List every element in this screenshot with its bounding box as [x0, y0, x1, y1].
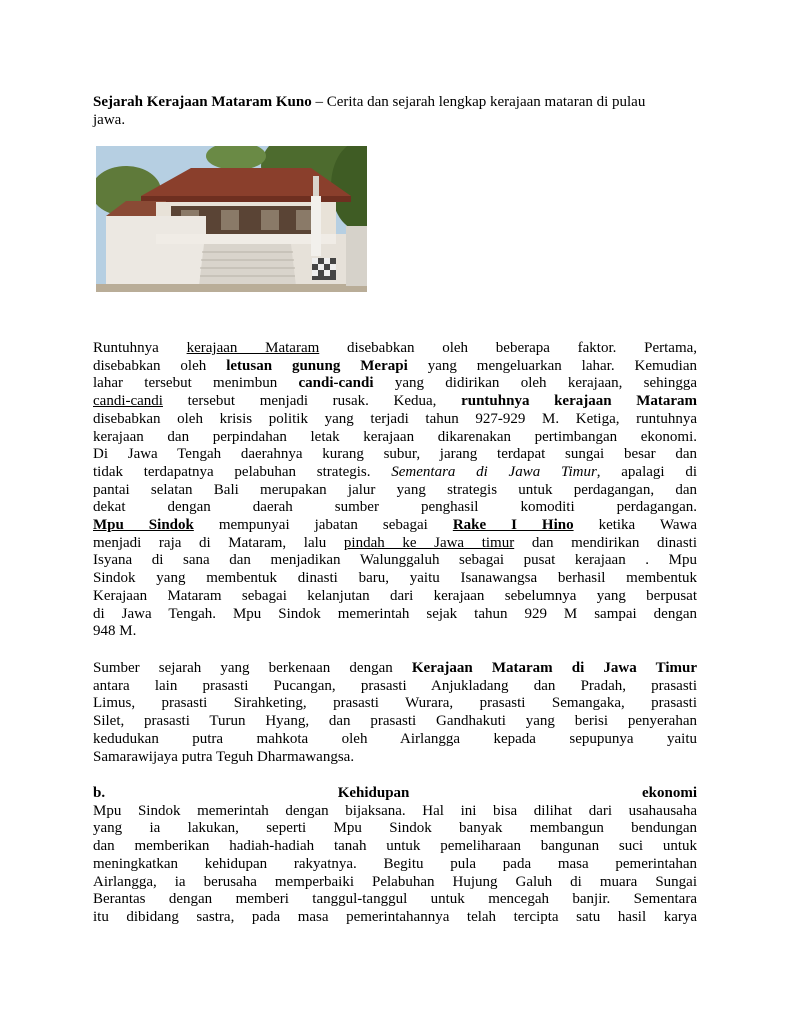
link-rake-i-hino[interactable]: Rake I Hino: [452, 517, 574, 534]
paragraph-sumber-sejarah: Sumber sejarah yang berkenaan dengan Kerajaan Mataram di Jawa Timur antara lain prasasti Pucangan, prasasti Anjukladang dan Pradah, prasasti Limus, prasasti Sirahketing, prasasti Wurara, prasasti Semangaka, prasasti Silet, prasasti Turun Hyang, dan prasasti Gandhakuti yang berisi penyerahan kedudukan putra mahkota oleh Airlangga kepada sepupunya yaitu Samarawijaya putra Teguh Dharmawangsa.: [93, 660, 697, 765]
title-rest: – Cerita dan sejarah lengkap kerajaan mataran di pulau: [311, 94, 646, 110]
link-kerajaan-mataram[interactable]: kerajaan Mataram: [186, 340, 320, 356]
paragraph-runtuhnya: Runtuhnya kerajaan Mataram disebabkan oleh beberapa faktor. Pertama, disebabkan oleh letusan gunung Merapi yang mengeluarkan lahar. Kemudian lahar tersebut menimbun candi-candi yang didirikan oleh kerajaan, sehingga candi-candi tersebut menjadi rusak. Kedua, runtuhnya kerajaan Mataram disebabkan oleh krisis politik yang terjadi tahun 927-929 M. Ketiga, runtuhnya kerajaan dan perpindahan letak kerajaan dikarenakan pertimbangan ekonomi. Di Jawa Tengah daerahnya kurang subur, jarang terdapat sungai besar dan tidak terdapatnya pelabuhan strategis. Sementara di Jawa Timur, apalagi di pantai selatan Bali merupakan jalur yang strategis untuk perdagangan, dan dekat dengan daerah sumber penghasil komoditi perdagangan. Mpu Sindok mempunyai jabatan sebagai Rake I Hino ketika Wawa menjadi raja di Mataram, lalu pindah ke Jawa timur dan mendirikan dinasti Isyana di sana dan menjadikan Walunggaluh sebagai pusat kerajaan . Mpu Sindok yang membentuk dinasti baru, yaitu Isanawangsa berhasil membentuk Kerajaan Mataram sebagai kelanjutan dari kerajaan sebelumnya yang berpusat di Jawa Tengah. Mpu Sindok memerintah sejak tahun 929 M sampai dengan 948 M.: [93, 340, 698, 640]
link-candi-candi[interactable]: candi-candi: [93, 393, 163, 410]
temple-photo: [96, 146, 367, 292]
link-mpu-sindok[interactable]: Mpu Sindok: [93, 517, 194, 534]
title-rest-line2: jawa.: [93, 111, 126, 128]
title-bold: Sejarah Kerajaan Mataram Kuno: [93, 94, 312, 110]
link-pindah-jawa-timur[interactable]: pindah ke Jawa timur: [343, 534, 515, 551]
section-heading: b. Kehidupan ekonomi: [93, 785, 698, 801]
document-title: [93, 94, 697, 129]
paragraph-kehidupan-ekonomi: b. Kehidupan ekonomi Mpu Sindok memerintah dengan bijaksana. Hal ini bisa dilihat dari usahausaha yang ia lakukan, seperti Mpu Sindok banyak membangun bendungan dan memberikan hadiah-hadiah tanah untuk pemeliharaan bangunan suci untuk meningkatkan kehidupan rakyatnya. Begitu pula pada masa pemerintahan Airlangga, ia berusaha memperbaiki Pelabuhan Hujung Galuh di muara Sungai Berantas dengan memberi tanggul-tanggul untuk mencegah banjir. Sementara itu dibidang sastra, pada masa pemerintahannya telah tercipta satu hasil karya: [93, 785, 698, 925]
